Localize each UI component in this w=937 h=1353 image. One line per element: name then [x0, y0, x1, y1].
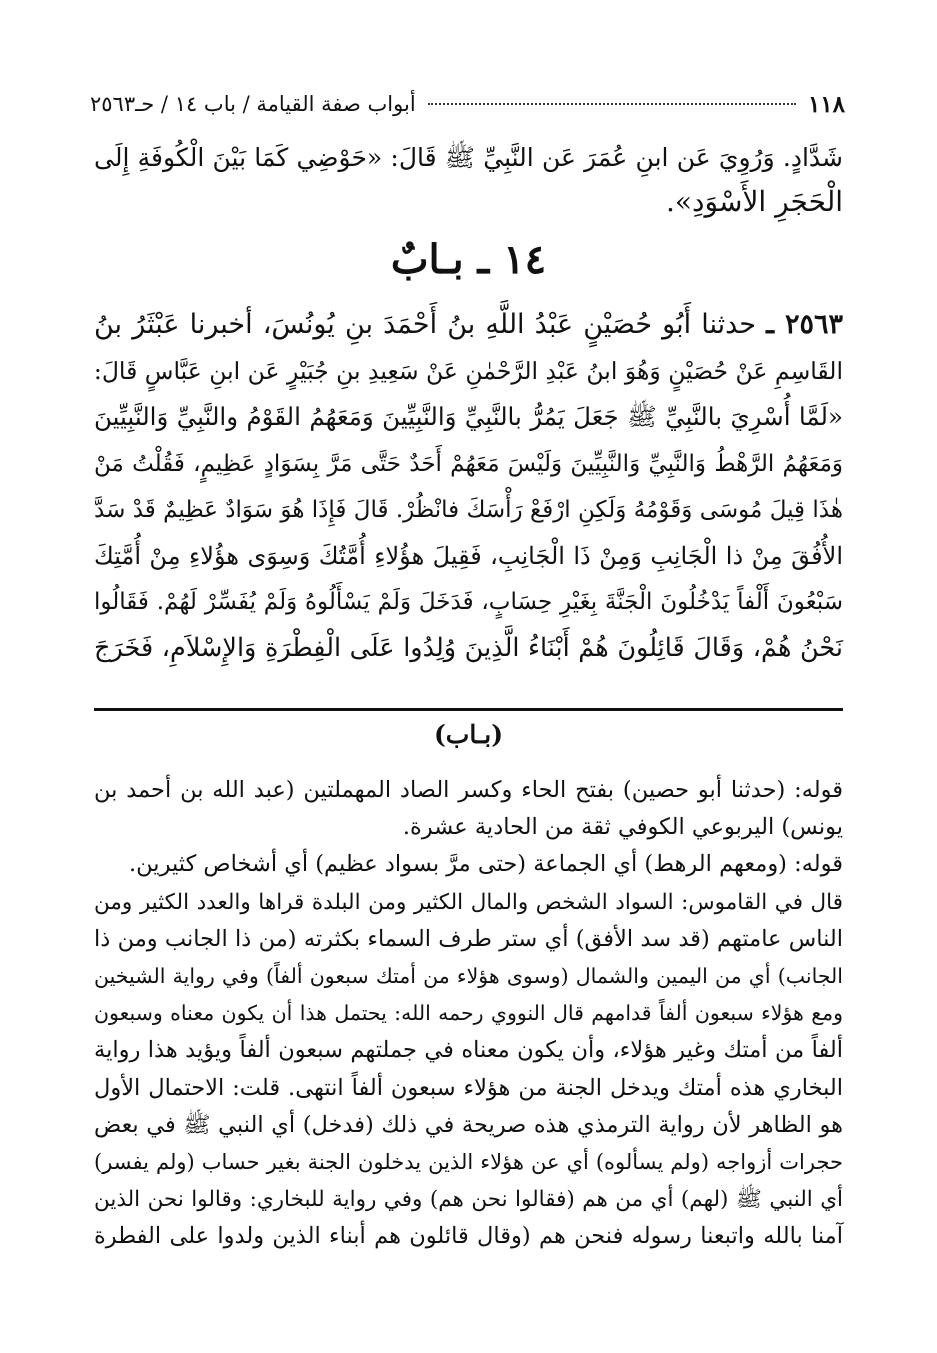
commentary-line: أي النبي ﷺ (لهم) أي من هم (فقالوا نحن هم) وفي رواية للبخاري: وقالوا نحن الذين [94, 1187, 843, 1213]
header-dotted-leader [428, 103, 796, 105]
commentary-line: قوله: (حدثنا أبو حصين) بفتح الحاء وكسر الصاد المهملتين (عبد الله بن أحمد بن [94, 777, 843, 803]
text-line: سَبْعُونَ أَلْفاً يَدْخُلُونَ الْجَنَّةَ بِغَيْرِ حِسَابٍ، فَدَخَلَ وَلَمْ يَسْأَلُوهُ وَلَمْ يُفَسِّرْ لَهُمْ. فَقَالُوا [94, 589, 843, 616]
commentary-line: الجانب) أي من اليمين والشمال (وسوى هؤلاء من أمتك سبعون ألفاً) وفي رواية الشيخين [94, 964, 843, 989]
page-number: ١١٨ [807, 90, 845, 118]
commentary-heading: (بـاب) [433, 720, 504, 749]
text-line: شَدَّادٍ. وَرُوِيَ عَن ابنِ عُمَرَ عَن النَّبِيِّ ﷺ قَالَ: «حَوْضِي كَمَا بَيْنَ الْكُوفَةِ إِلَى [94, 143, 843, 172]
commentary-line: ومع هؤلاء سبعون ألفاً قدامهم قال النووي رحمه الله: يحتمل هذا أن يكون معناه وسبعون [94, 1001, 843, 1026]
text-line: الْحَجَرِ الأَسْوَدِ». [666, 185, 843, 218]
text-line: نَحْنُ هُمْ، وَقَالَ قَائِلُونَ هُمْ أَبْنَاءُ الَّذِينَ وُلِدُوا عَلَى الْفِطْرَةِ وَالإِسْلاَمِ، فَخَرَجَ [94, 633, 843, 664]
commentary-line: يونس) اليربوعي الكوفي ثقة من الحادية عشرة. [402, 814, 843, 841]
commentary-line: البخاري هذه أمتك ويدخل الجنة من هؤلاء سبعون ألفاً انتهى. قلت: الاحتمال الأول [94, 1074, 843, 1101]
commentary-line: قوله: (ومعهم الرهط) أي الجماعة (حتى مرَّ بسواد عظيم) أي أشخاص كثيرين. [129, 851, 843, 878]
section-divider [94, 708, 843, 711]
commentary-line: الناس عامتهم (قد سد الأفق) أي ستر طرف السماء بكثرته (من ذا الجانب ومن ذا [94, 925, 843, 952]
hadith-line-text: حدثنا أَبُو حُصَيْنٍ عَبْدُ اللَّهِ بنُ أَحْمَدَ بنِ يُونُسَ، أخبرنا عَبْثَرُ بنُ [94, 309, 756, 340]
page-header [90, 86, 845, 122]
commentary-line: ألفاً من أمتك وغير هؤلاء، وأن يكون معناه في جملتهم سبعون ألفاً ويؤيد هذا رواية [94, 1037, 843, 1064]
hadith-number: ٢٥٦٣ ـ [766, 309, 843, 340]
main-text [94, 136, 843, 672]
commentary-line: آمنا بالله واتبعنا رسوله فنحن هم (وقال قائلون هم أبناء الذين ولدوا على الفطرة [94, 1223, 843, 1250]
commentary-line: هو الظاهر لأن رواية الترمذي هذه صريحة في ذلك (فدخل) أي النبي ﷺ في بعض [94, 1111, 843, 1138]
text-line: وَمَعَهُمُ الرَّهْطُ وَالنَّبِيِّ وَالنَّبِيِّينَ وَلَيْسَ مَعَهُمْ أَحَدٌ حَتَّى مَرَّ بِسَوَادٍ عَظِيمٍ، فَقُلْتُ مَنْ [94, 450, 843, 477]
text-line: الأُفُقَ مِنْ ذا الْجَانِبِ وَمِنْ ذَا الْجَانِبِ، فَقِيلَ هؤُلاءِ أُمَّتُكَ وَسِوَى هؤُلاءِ مِنْ أُمَّتِكَ [94, 542, 843, 571]
commentary-section [94, 716, 843, 1256]
text-line: هٰذَا قِيلَ مُوسَى وَقَوْمُهُ وَلَكِنِ ارْفَعْ رَأْسَكَ فانْظُرْ. قَالَ فَإِذَا هُوَ سَوَادٌ عَظِيمٌ قَدْ سَدَّ [94, 496, 843, 523]
commentary-line: حجرات أزواجه (ولم يسألوه) أي عن هؤلاء الذين يدخلون الجنة بغير حساب (ولم يفسر) [94, 1150, 843, 1175]
text-line: «لَمَّا أُسْرِيَ بالنَّبِيِّ ﷺ جَعَلَ يَمُرُّ بالنَّبِيِّ وَالنَّبِيِّينَ وَمَعَهُمُ القَوْمُ والنَّبِيِّ وَالنَّبِيِّينَ [94, 402, 843, 432]
chapter-title: ١٤ ـ بـابٌ [390, 236, 547, 283]
hadith-text [94, 302, 843, 672]
running-title: أبواب صفة القيامة / باب ١٤ / حـ٢٥٦٣ [90, 92, 416, 116]
text-line: القَاسِمِ عَنْ حُصَيْنٍ وَهُوَ ابنُ عَبْدِ الرَّحْمٰنِ عَنْ سَعِيدِ بنِ جُبَيْرٍ عَن ابنِ عَبَّاسٍ قَالَ: [93, 357, 843, 386]
text-line [94, 302, 843, 348]
commentary-line: قال في القاموس: السواد الشخص والمال الكثير ومن البلدة قراها والعدد الكثير ومن [94, 889, 843, 915]
